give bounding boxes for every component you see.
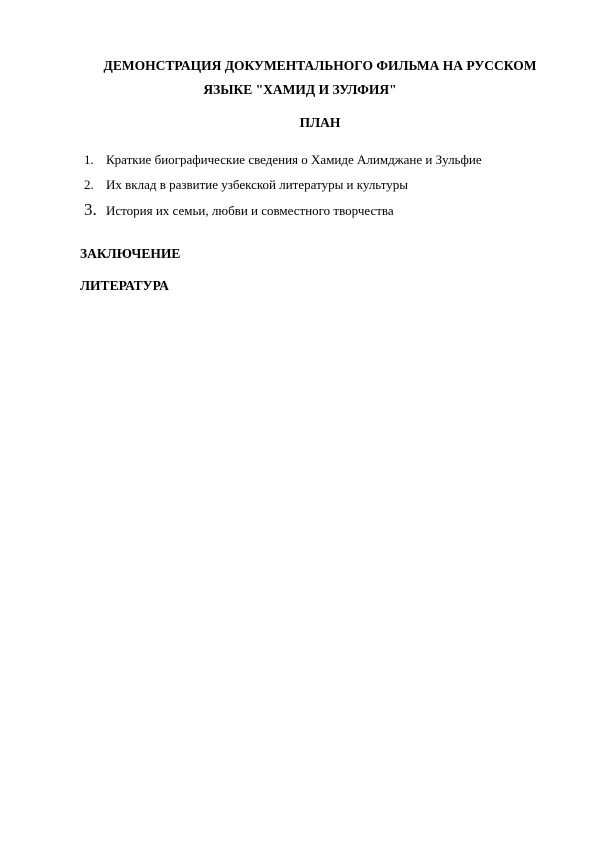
document-title-line-2: ЯЗЫКЕ "ХАМИД И ЗУЛФИЯ"	[203, 82, 397, 97]
plan-heading: ПЛАН	[299, 115, 341, 130]
plan-item-2	[84, 176, 408, 193]
plan-item-3	[84, 201, 394, 219]
plan-item-number: 2.	[84, 177, 94, 192]
plan-item-number: 3.	[84, 200, 97, 219]
plan-item-number: 1.	[84, 152, 94, 167]
section-literature: ЛИТЕРАТУРА	[80, 278, 169, 293]
plan-item-text: Краткие биографические сведения о Хамиде Алимджане и Зульфие	[106, 152, 482, 167]
plan-item-text: История их семьи, любви и совместного творчества	[106, 203, 394, 218]
plan-item-1	[84, 151, 482, 168]
document-title-line-1: ДЕМОНСТРАЦИЯ ДОКУМЕНТАЛЬНОГО ФИЛЬМА НА РУССКОМ	[103, 58, 537, 73]
plan-item-text: Их вклад в развитие узбекской литературы и культуры	[106, 177, 408, 192]
section-conclusion: ЗАКЛЮЧЕНИЕ	[80, 246, 181, 261]
